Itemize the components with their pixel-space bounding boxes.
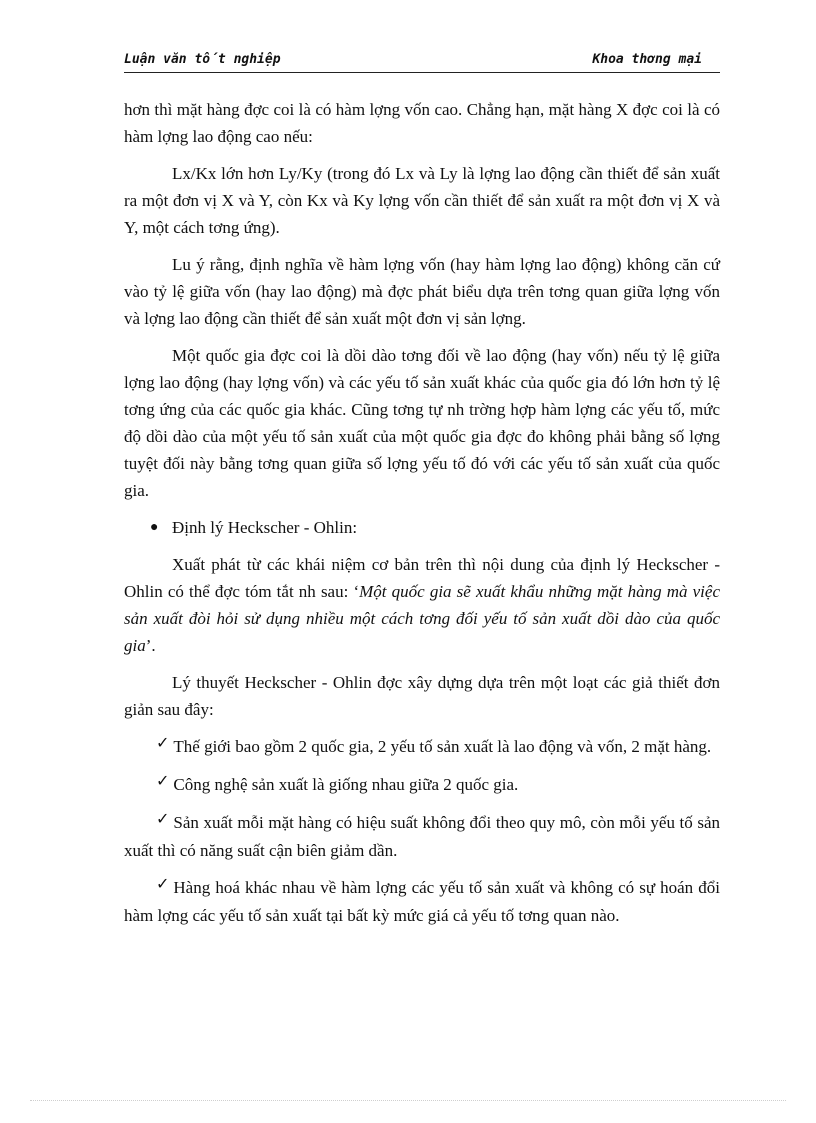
paragraph-2: Lx/Kx lớn hơn Ly/Ky (trong đó Lx và Ly là lợng lao động cần thiết để sản xuất ra một đơn vị X và Y, còn Kx và Ky lợng vốn cần thiết để sản xuất ra một đơn vị X và Y, một cách tơng ứng). <box>124 164 720 237</box>
paragraph-6: Lý thuyết Heckscher - Ohlin đợc xây dựng dựa trên một loạt các giả thiết đơn giản sau đây: <box>124 673 720 719</box>
header-left-title: Luận văn tốt nghiệp <box>124 52 281 67</box>
paragraph-5-end: ’. <box>145 636 156 655</box>
page-header <box>124 52 720 73</box>
bullet-item <box>124 514 720 541</box>
check-item-text: Hàng hoá khác nhau về hàm lợng các yếu tố sản xuất và không có sự hoán đổi hàm lợng các yếu tố sản xuất tại bất kỳ mức giá cả yếu tố tơng quan nào. <box>124 878 720 925</box>
header-right-title: Khoa thơng mại <box>592 52 702 67</box>
check-item-text: Sản xuất mỗi mặt hàng có hiệu suất không đổi theo quy mô, còn mỗi yếu tố sản xuất thì có năng suất cận biên giảm dần. <box>124 813 720 860</box>
check-item-text: Thế giới bao gồm 2 quốc gia, 2 yếu tố sản xuất là lao động và vốn, 2 mặt hàng. <box>173 737 712 756</box>
checkmark-icon: ✓ <box>156 735 170 752</box>
check-item-1 <box>124 733 720 761</box>
bullet-icon: ● <box>150 520 159 535</box>
bullet-text: Định lý Heckscher - Ohlin: <box>172 518 358 537</box>
document-body <box>124 96 720 939</box>
checkmark-icon: ✓ <box>156 811 170 828</box>
paragraph-5-start: Xuất phát từ các khái niệm cơ bản trên thì nội dung của định lý Heckscher - Ohlin có thể đợc tóm tắt nh sau: ‘ <box>124 555 720 601</box>
theorem-quote: Một quốc gia sẽ xuất khẩu những mặt hàng mà việc sản xuất đòi hỏi sử dụng nhiều một cách tơng đối yếu tố sản xuất dồi dào của quốc gia <box>124 582 720 655</box>
paragraph-3: Lu ý rằng, định nghĩa về hàm lợng vốn (hay hàm lợng lao động) không căn cứ vào tỷ lệ giữa vốn (hay lao động) mà đợc phát biểu dựa trên tơng quan giữa lợng vốn và lợng lao động cần thiết để sản xuất một đơn vị sản lợng. <box>124 255 720 328</box>
paragraph-1: hơn thì mặt hàng đợc coi là có hàm lợng vốn cao. Chẳng hạn, mặt hàng X đợc coi là có hàm lợng lao động cao nếu: <box>124 100 720 146</box>
page-bottom-divider <box>30 1100 786 1101</box>
check-item-text: Công nghệ sản xuất là giống nhau giữa 2 quốc gia. <box>173 775 519 794</box>
paragraph-4: Một quốc gia đợc coi là dồi dào tơng đối về lao động (hay vốn) nếu tỷ lệ giữa lợng lao động (hay lợng vốn) và các yếu tố sản xuất khác của quốc gia đó lớn hơn tỷ lệ tơng ứng của các quốc gia khác. Cũng tơng tự nh trờng hợp hàm lợng các yếu tố, mức độ dồi dào của một yếu tố sản xuất của một quốc gia đợc đo không phải bằng số lợng tuyệt đối này bằng tơng quan giữa số lợng yếu tố đó với các yếu tố sản xuất của quốc gia. <box>124 346 720 500</box>
paragraph-5 <box>124 551 720 659</box>
check-item-4 <box>124 874 720 929</box>
check-item-3 <box>124 809 720 864</box>
check-item-2 <box>124 771 720 799</box>
checkmark-icon: ✓ <box>156 773 170 790</box>
checkmark-icon: ✓ <box>156 876 170 893</box>
